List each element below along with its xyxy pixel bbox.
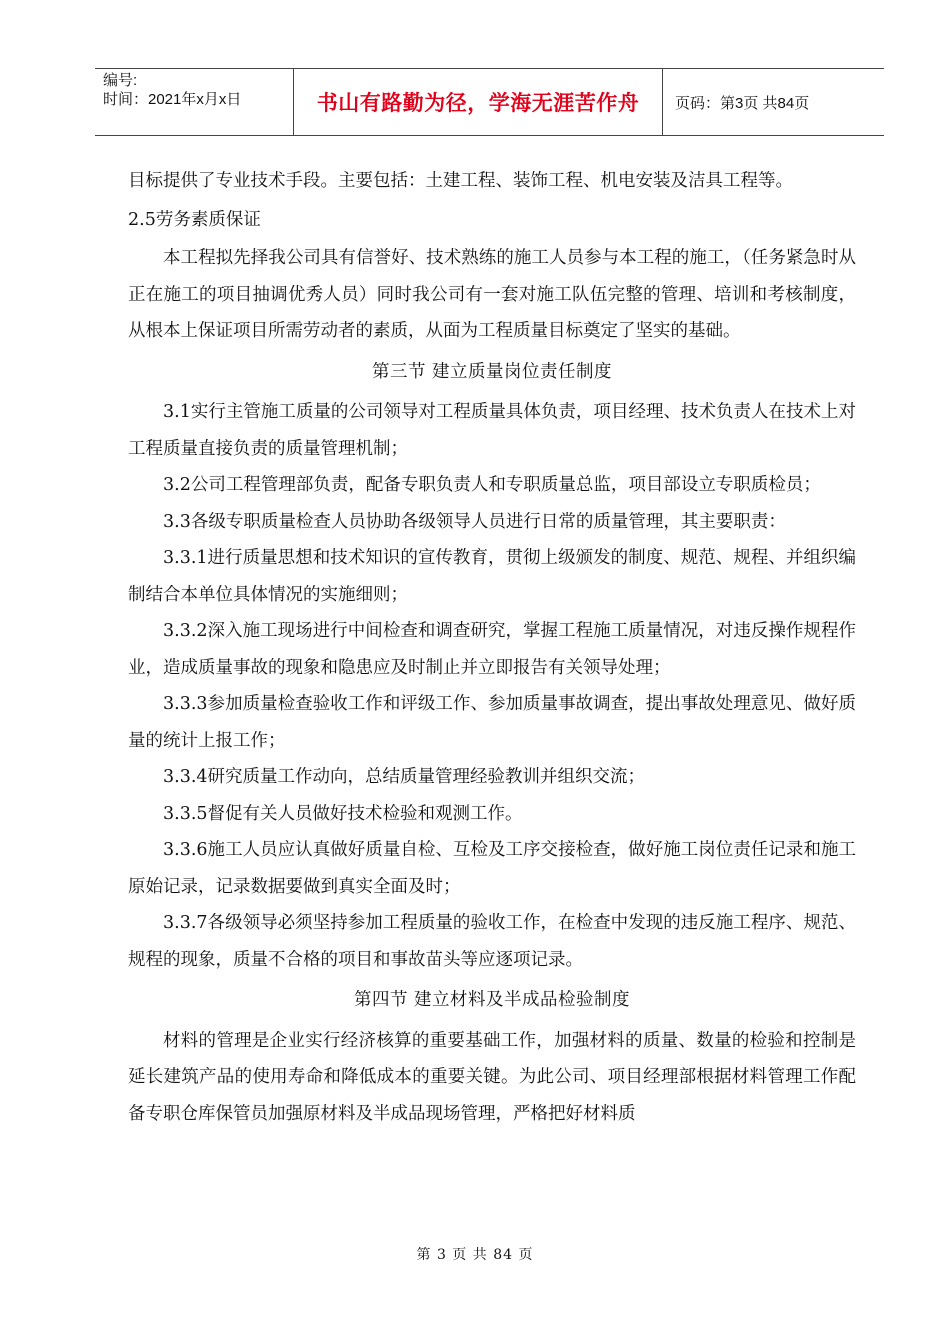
document-body xyxy=(128,163,856,1132)
paragraph: 本工程拟先择我公司具有信誉好、技术熟练的施工人员参与本工程的施工，（任务紧急时从正在施工的项目抽调优秀人员）同时我公司有一套对施工队伍完整的管理、培训和考核制度，从根本上保证项目所需劳动者的素质，从面为工程质量目标奠定了坚实的基础。 xyxy=(128,248,856,341)
list-item: 3.3各级专职质量检查人员协助各级领导人员进行日常的质量管理，其主要职责： xyxy=(163,511,786,532)
header-motto: 书山有路勤为径，学海无涯苦作舟 xyxy=(294,69,663,135)
section-heading-2-5: 2.5劳务素质保证 xyxy=(128,209,261,230)
list-item: 3.3.7各级领导必须坚持参加工程质量的验收工作，在检查中发现的违反施工程序、规范、规程的现象，质量不合格的项目和事故苗头等应逐项记录。 xyxy=(128,913,856,970)
paragraph: 目标提供了专业技术手段。主要包括：土建工程、装饰工程、机电安装及洁具工程等。 xyxy=(128,171,793,191)
section-heading-4: 第四节 建立材料及半成品检验制度 xyxy=(353,990,631,1010)
time-label: 时间：2021年x月x日 xyxy=(103,91,242,108)
list-item: 3.3.6施工人员应认真做好质量自检、互检及工序交接检查，做好施工岗位责任记录和施工原始记录，记录数据要做到真实全面及时； xyxy=(128,840,856,897)
page-footer: 第 3 页 共 84 页 xyxy=(416,1247,534,1263)
list-item: 3.3.4研究质量工作动向，总结质量管理经验教训并组织交流； xyxy=(163,767,646,787)
page-header xyxy=(95,68,884,136)
list-item: 3.3.3参加质量检查验收工作和评级工作、参加质量事故调查，提出事故处理意见、做好质量的统计上报工作； xyxy=(128,694,856,751)
list-item: 3.3.5督促有关人员做好技术检验和观测工作。 xyxy=(163,803,523,824)
list-item: 3.3.2深入施工现场进行中间检查和调查研究，掌握工程施工质量情况，对违反操作规程作业，造成质量事故的现象和隐患应及时制止并立即报告有关领导处理； xyxy=(128,621,856,678)
section-heading-3: 第三节 建立质量岗位责任制度 xyxy=(371,361,613,382)
serial-number-label: 编号: xyxy=(103,72,138,89)
header-page-number: 页码：第3页 共84页 xyxy=(675,94,810,112)
paragraph: 材料的管理是企业实行经济核算的重要基础工作，加强材料的质量、数量的检验和控制是延长建筑产品的使用寿命和降低成本的重要关键。为此公司、项目经理部根据材料管理工作配备专职仓库保管员加强原材料及半成品现场管理，严格把好材料质 xyxy=(128,1030,856,1124)
list-item: 3.1实行主管施工质量的公司领导对工程质量具体负责，项目经理、技术负责人在技术上对工程质量直接负责的质量管理机制； xyxy=(128,402,856,459)
header-meta xyxy=(95,69,294,135)
list-item: 3.2公司工程管理部负责，配备专职负责人和专职质量总监，项目部设立专职质检员； xyxy=(163,475,821,495)
list-item: 3.3.1进行质量思想和技术知识的宣传教育，贯彻上级颁发的制度、规范、规程、并组织编制结合本单位具体情况的实施细则； xyxy=(128,548,856,605)
